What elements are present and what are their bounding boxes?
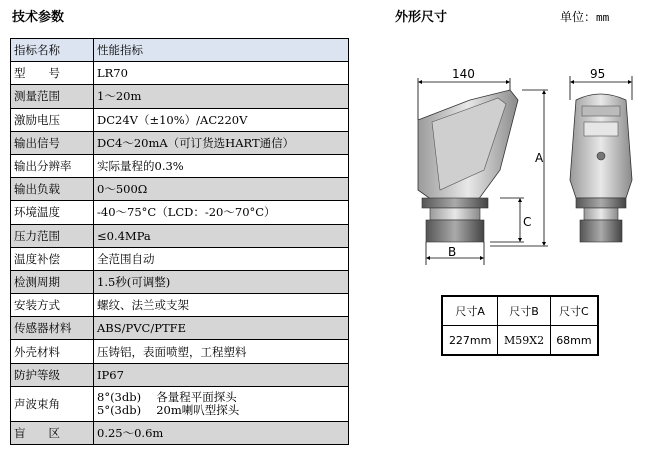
dim-a-label: A [535, 151, 544, 165]
spec-name: 压力范围 [11, 224, 94, 247]
dims-header-a: 尺寸A [442, 296, 498, 326]
spec-row [11, 317, 349, 340]
spec-row [11, 421, 349, 444]
spec-value-line: 5°(3db) 20m喇叭型探头 [97, 402, 240, 417]
spec-row [11, 131, 349, 154]
spec-value: LR70 [94, 62, 349, 85]
dimension-drawing [400, 60, 645, 275]
dimensions-table [441, 295, 599, 356]
spec-row [11, 154, 349, 177]
dim-140-label: 140 [452, 67, 475, 81]
spec-value: 0.25～0.6m [94, 421, 349, 444]
spec-name: 防护等级 [11, 363, 94, 386]
spec-row [11, 386, 349, 421]
spec-name: 输出分辨率 [11, 154, 94, 177]
spec-row [11, 294, 349, 317]
dims-header-b: 尺寸B [498, 296, 551, 326]
spec-row [11, 224, 349, 247]
dim-c-label: C [523, 215, 532, 229]
spec-name: 安装方式 [11, 294, 94, 317]
spec-table [10, 38, 349, 445]
unit-label-text: 单位： [560, 10, 597, 24]
spec-value: 实际量程的0.3% [94, 154, 349, 177]
spec-row [11, 340, 349, 363]
spec-header-row [11, 39, 349, 62]
front-view [570, 67, 632, 242]
spec-value: 螺纹、法兰或支架 [94, 294, 349, 317]
dims-header-c: 尺寸C [550, 296, 598, 326]
spec-row [11, 108, 349, 131]
spec-value: 全范围自动 [94, 247, 349, 270]
spec-row [11, 62, 349, 85]
spec-value [94, 386, 349, 421]
side-view [418, 67, 548, 265]
dims-value-row [442, 326, 598, 356]
spec-row [11, 247, 349, 270]
spec-name: 型 号 [11, 62, 94, 85]
spec-value: 压铸铝，表面喷塑，工程塑料 [94, 340, 349, 363]
dims-value-b: M59X2 [498, 326, 551, 356]
spec-name: 激励电压 [11, 108, 94, 131]
spec-name: 声波束角 [11, 386, 94, 421]
spec-name: 输出负载 [11, 178, 94, 201]
spec-row [11, 201, 349, 224]
dims-value-c: 68mm [550, 326, 598, 356]
tech-params-heading: 技术参数 [12, 10, 65, 25]
dims-value-a: 227mm [442, 326, 498, 356]
spec-value: -40～75°C（LCD：-20～70°C） [94, 201, 349, 224]
spec-name: 检测周期 [11, 270, 94, 293]
spec-value-line: 8°(3db) 各量程平面探头 [97, 389, 237, 404]
spec-name: 外壳材料 [11, 340, 94, 363]
spec-value: ≤0.4MPa [94, 224, 349, 247]
spec-row [11, 363, 349, 386]
spec-value: 0～500Ω [94, 178, 349, 201]
spec-name: 输出信号 [11, 131, 94, 154]
spec-value: ABS/PVC/PTFE [94, 317, 349, 340]
unit-value: mm [596, 11, 610, 24]
spec-row [11, 85, 349, 108]
spec-value: IP67 [94, 363, 349, 386]
dim-95-label: 95 [590, 67, 606, 81]
spec-name: 环境温度 [11, 201, 94, 224]
spec-header-value: 性能指标 [94, 39, 349, 62]
dimensions-heading: 外形尺寸 [395, 10, 448, 25]
spec-row [11, 270, 349, 293]
spec-value: 1～20m [94, 85, 349, 108]
spec-value: DC24V（±10%）/AC220V [94, 108, 349, 131]
spec-value: 1.5秒(可调整) [94, 270, 349, 293]
spec-name: 传感器材料 [11, 317, 94, 340]
spec-header-name: 指标名称 [11, 39, 94, 62]
dims-header-row [442, 296, 598, 326]
dim-b-label: B [448, 245, 457, 259]
spec-row [11, 178, 349, 201]
spec-name: 测量范围 [11, 85, 94, 108]
spec-name: 温度补偿 [11, 247, 94, 270]
unit-label [560, 8, 609, 25]
spec-name: 盲 区 [11, 421, 94, 444]
spec-value: DC4～20mA（可订货选HART通信） [94, 131, 349, 154]
